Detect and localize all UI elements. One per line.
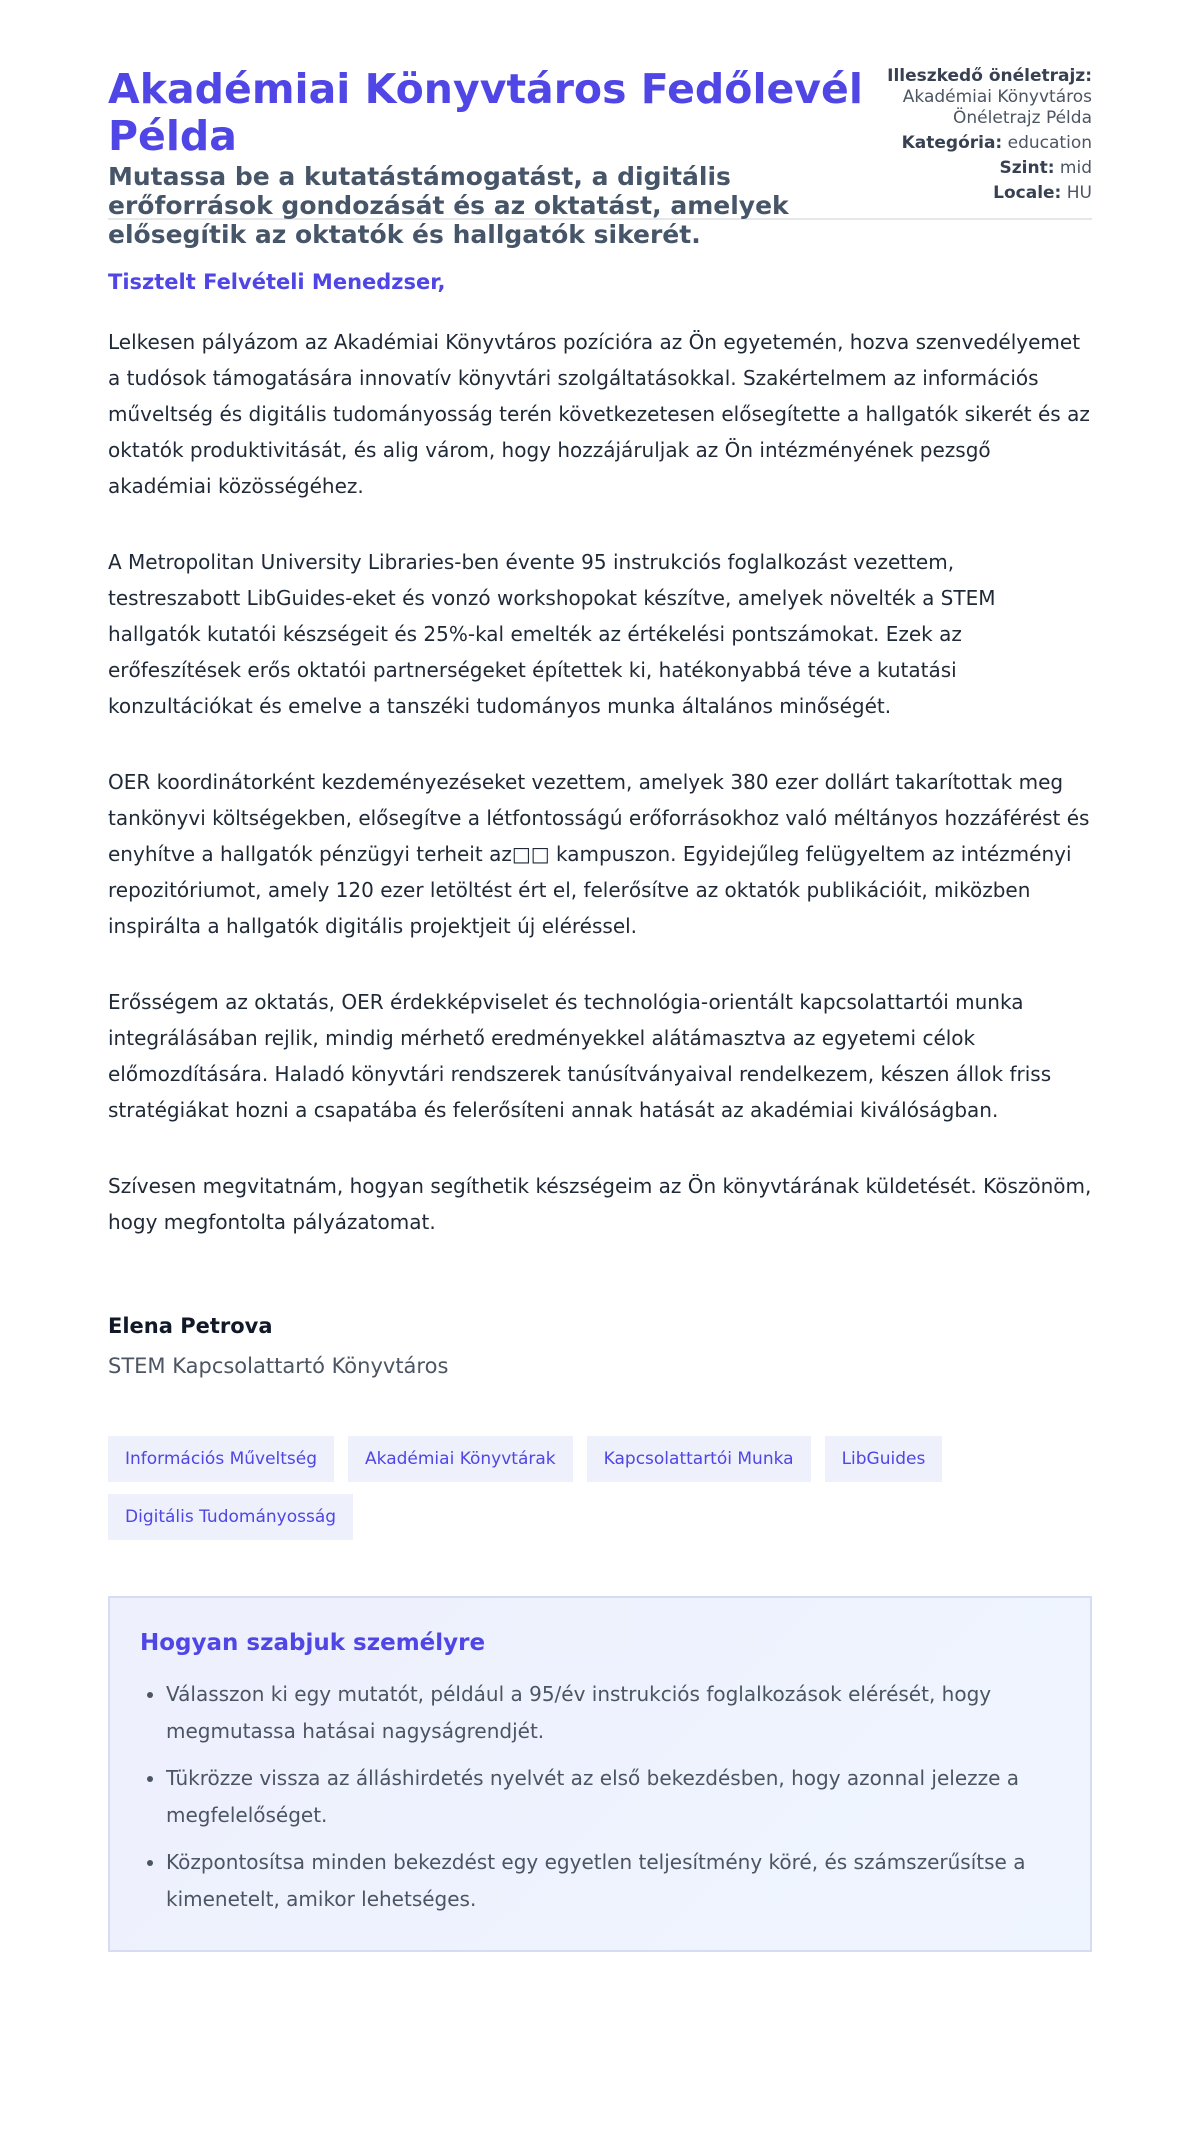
- signature-name: Elena Petrova: [108, 1314, 273, 1338]
- signature-title: STEM Kapcsolattartó Könyvtáros: [108, 1354, 449, 1378]
- letter-paragraph: A Metropolitan University Libraries-ben évente 95 instrukciós foglalkozást vezettem, testreszabott LibGuides-eket és vonzó workshopokat készítve, amelyek növelték a STEM hallgatók kutatói készségeit és 25%-kal emelték az értékelési pontszámokat. Ezek az erőfeszítések erős oktatói partnerségeket építettek ki, hatékonyabbá téve a kutatási konzultációkat és emelve a tanszéki tudományos munka általános minőségét.: [108, 550, 996, 718]
- skill-tag: Kapcsolattartói Munka: [587, 1436, 811, 1482]
- meta-category-value: education: [1007, 133, 1092, 153]
- page-header: [108, 0, 1092, 249]
- meta-level-value: mid: [1059, 158, 1092, 178]
- letter-paragraph: Szívesen megvitatnám, hogyan segíthetik készségeim az Ön könyvtárának küldetését. Köszönöm, hogy megfontolta pályázatomat.: [108, 1174, 1092, 1234]
- skill-tag: Információs Műveltség: [108, 1436, 334, 1482]
- meta-category: [852, 133, 1092, 154]
- skill-tag: LibGuides: [825, 1436, 943, 1482]
- tip-item: • Központosítsa minden bekezdést egy egyetlen teljesítmény köré, és számszerűsítse a kimenetelt, amikor lehetséges.: [166, 1844, 1060, 1918]
- skill-tags: [108, 1436, 1092, 1540]
- meta-level-label: Szint:: [999, 158, 1055, 178]
- letter-paragraph: Erősségem az oktatás, OER érdekképviselet és technológia-orientált kapcsolattartói munka integrálásában rejlik, mindig mérhető eredményekkel alátámasztva az egyetemi célok előmozdítására. Haladó könyvtári rendszerek tanúsítványaival rendelkezem, készen állok friss stratégiákat hozni a csapatába és felerősíteni annak hatását az akadémiai kiválóságban.: [108, 990, 1052, 1122]
- meta-resume-value: Akadémiai Könyvtáros Önéletrajz Példa: [902, 87, 1092, 128]
- tip-item: • Tükrözze vissza az álláshirdetés nyelvét az első bekezdésben, hogy azonnal jelezze a megfelelőséget.: [166, 1760, 1060, 1834]
- tip-item: • Válasszon ki egy mutatót, például a 95/év instrukciós foglalkozások elérését, hogy megmutassa hatásai nagyságrendjét.: [166, 1676, 1060, 1750]
- meta-level: [852, 158, 1092, 179]
- meta-locale-value: HU: [1066, 183, 1092, 203]
- meta-resume: [852, 66, 1092, 129]
- letter-body: [108, 268, 1092, 1240]
- customization-tips-box: [108, 1596, 1092, 1952]
- skill-tag: Digitális Tudományosság: [108, 1494, 353, 1540]
- meta-locale-label: Locale:: [993, 183, 1062, 203]
- meta-panel: [852, 66, 1092, 208]
- page-subtitle: Mutassa be a kutatástámogatást, a digitális erőforrások gondozását és az oktatást, amelyek elősegítik az oktatók és hallgatók sikerét.: [108, 162, 789, 249]
- meta-locale: [852, 183, 1092, 204]
- page-title: Akadémiai Könyvtáros Fedőlevél Példa: [108, 65, 863, 160]
- skill-tag: Akadémiai Könyvtárak: [348, 1436, 573, 1482]
- letter-greeting: Tisztelt Felvételi Menedzser,: [108, 270, 446, 294]
- signature-block: [108, 1312, 1092, 1380]
- meta-resume-label: Illeszkedő önéletrajz:: [887, 66, 1092, 86]
- meta-category-label: Kategória:: [901, 133, 1003, 153]
- letter-paragraph: Lelkesen pályázom az Akadémiai Könyvtáros pozícióra az Ön egyetemén, hozva szenvedélyemet a tudósok támogatására innovatív könyvtári szolgáltatásokkal. Szakértelmem az információs műveltség és digitális tudományosság terén következetesen elősegítette a hallgatók sikerét és az oktatók produktivitását, és alig várom, hogy hozzájáruljak az Ön intézményének pezsgő akadémiai közösségéhez.: [108, 330, 1090, 498]
- letter-paragraph: OER koordinátorként kezdeményezéseket vezettem, amelyek 380 ezer dollárt takarítottak meg tankönyvi költségekben, elősegítve a létfontosságú erőforrásokhoz való méltányos hozzáférést és enyhítve a hallgatók pénzügyi terheit az□□ kampuszon. Egyidejűleg felügyeltem az intézményi repozitóriumot, amely 120 ezer letöltést ért el, felerősítve az oktatók publikációit, miközben inspirálta a hallgatók digitális projektjeit új eléréssel.: [108, 770, 1090, 938]
- tips-title: Hogyan szabjuk személyre: [140, 1630, 486, 1656]
- tips-list: [140, 1676, 1060, 1918]
